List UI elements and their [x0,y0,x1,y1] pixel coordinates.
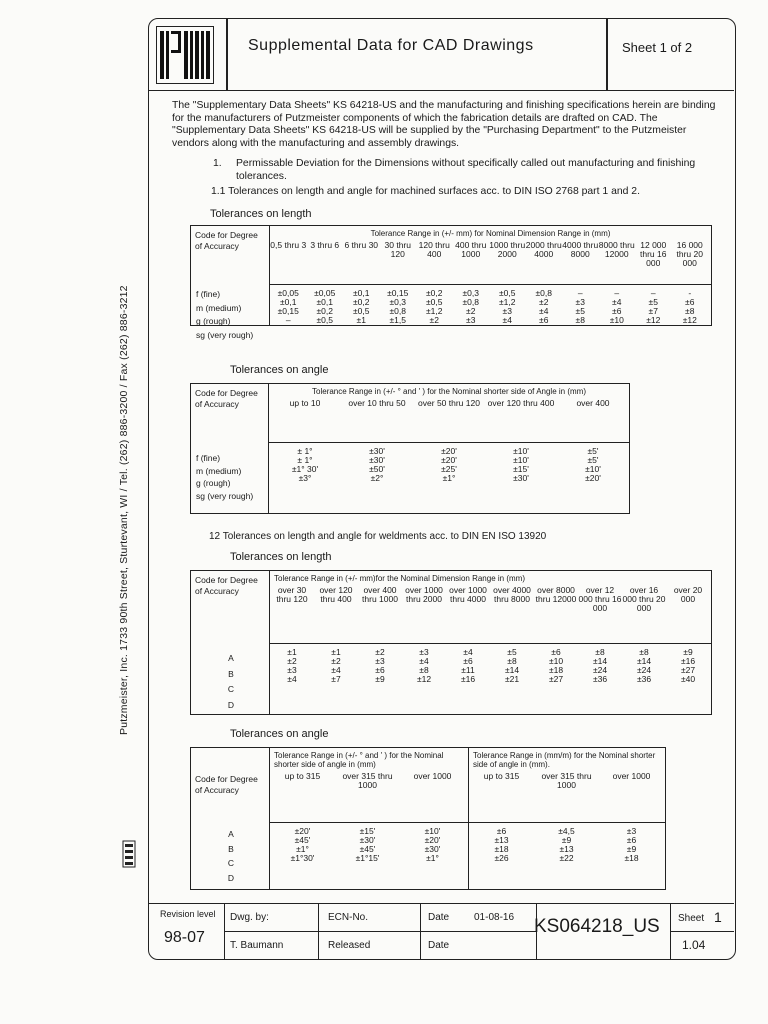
table-cell: ±5' [587,455,599,465]
table-cell: ±9 [626,844,637,854]
table-cell: ±20' [424,835,441,845]
range-header: 400 thru 1000 [455,240,487,259]
table-cell: ±2 [539,297,549,307]
table-cell: ±3 [502,306,512,316]
table-cell: ±6 [463,656,473,666]
value-column [469,823,534,863]
section-heading: Permissable Deviation for the Dimensions without specifically called out manufacturing and finishing tolerances. [236,158,696,182]
code-cell: B [228,668,234,679]
table-cell: – [577,288,583,298]
range-header: over 10 thru 50 [348,398,406,408]
table-cell: ±8 [595,647,605,657]
value-column [358,644,402,684]
table-cell: ±0,1 [353,288,370,298]
subheading: Tolerances on length [230,551,332,563]
table-cell: ±0,05 [314,288,336,298]
range-header: 6 thru 30 [344,240,379,250]
table-cell: ±45' [294,835,311,845]
table-cell: ±6 [539,315,549,325]
code-cell: A [228,653,234,663]
range-header: over 30 thru 120 [276,585,308,604]
table-cell: ±4,5 [558,826,575,836]
sheet-label: Sheet [678,913,705,924]
range-header-row [469,772,665,790]
table-cell: ±9 [561,835,572,845]
range-header: up to 315 [284,771,321,781]
table-cell: ±22 [559,853,574,863]
table-cell: ±0,2 [316,306,333,316]
range-header: over 12 000 thru 16 000 [578,585,622,613]
table-cell: ±1,5 [389,315,406,325]
table-cell: ±0,8 [389,306,406,316]
table-cell: ±3 [466,315,476,325]
table-cell: – [285,315,291,325]
value-column [270,285,307,325]
table-cell: ±36 [636,674,652,684]
range-header: over 315 thru 1000 [541,771,592,790]
section-heading: 12 Tolerances on length and angle for weldments acc. to DIN EN ISO 13920 [209,531,547,542]
table-cell: ±3 [419,647,429,657]
table-cell: ±0,2 [426,288,443,298]
table-cell: ±6 [496,826,507,836]
table-cell: ±0,5 [353,306,370,316]
code-column [196,452,253,503]
table-cell: ±0,1 [316,297,333,307]
range-header: up to 10 [289,398,321,408]
value-column [485,443,557,483]
table-cell: ±2 [429,315,439,325]
range-header: over 120 thru 400 [487,398,555,408]
table-cell: ±3 [287,665,297,675]
table-cell: ±14 [636,656,652,666]
table-cell: ±3° [298,473,312,483]
value-column [489,285,526,325]
table-cell: ±1 [356,315,366,325]
drawn-by-label: Dwg. by: [230,912,269,923]
table-cell: ±45' [359,844,376,854]
range-header: 4000 thru 8000 [562,240,599,259]
table-cell: ±1 [331,647,341,657]
value-column [269,443,341,483]
value-column [557,443,629,483]
table-cell: ±1° [426,853,439,863]
value-column [343,285,380,325]
table-cell: ±0,5 [499,288,516,298]
table-cell: ±6 [685,297,695,307]
table-cell: ±2° [370,473,384,483]
value-column [635,285,672,325]
sheet-number: 1 [714,909,722,925]
range-header: over 16 000 thru 20 000 [622,585,666,613]
range-header: 30 thru 120 [384,240,411,259]
code-header: Code for Degree of Accuracy [191,571,270,715]
range-header: over 315 thru 1000 [342,771,393,790]
table-header: Tolerance Range in (+/- ° and ' ) for the Nominal shorter side of Angle in (mm) [312,387,586,396]
divider [226,18,228,90]
table-cell: ±2 [466,306,476,316]
value-column [402,644,446,684]
table-cell: ±5' [587,446,599,456]
range-header: up to 315 [483,771,520,781]
sheet-indicator: Sheet 1 of 2 [622,40,693,55]
table-cell: - [688,288,692,298]
table-cell: ±30' [369,455,385,465]
table-cell: ±26 [494,853,509,863]
range-header: over 120 thru 400 [319,585,353,604]
table-cell: ±4 [463,647,473,657]
table-cell: ±30' [369,446,385,456]
table-cell: ±8 [507,656,517,666]
table-cell: ±2 [331,656,341,666]
value-column [622,644,666,684]
table-cell: ±3 [575,297,585,307]
value-column [666,644,710,684]
code-cell: A [228,829,234,839]
table-cell: ±4 [419,656,429,666]
table-cell: ±3 [375,656,385,666]
range-header: 8000 thru 12000 [598,240,635,259]
table-cell: ±1,2 [426,306,443,316]
table-cell: ±21 [504,674,520,684]
table-cell: ±24 [636,665,652,675]
table-cell: ±1°15' [355,853,380,863]
value-rows [270,823,468,863]
code-cell: f (fine) [196,289,221,299]
value-rows [469,823,665,863]
divider [606,18,608,90]
table-cell: ±0,3 [389,297,406,307]
range-header-row [270,241,711,268]
range-header: 3 thru 6 [310,240,340,250]
value-column [400,823,465,863]
table-cell: ±30' [359,835,376,845]
code-cell: g (rough) [196,316,231,326]
table-cell: ±25' [441,464,457,474]
table-cell: ±5 [575,306,585,316]
table-cell: ±0,15 [387,288,409,298]
table-cell: ±14 [592,656,608,666]
side-logo-icon [122,840,136,868]
date-label: Date [428,940,450,951]
table-cell: ±11 [461,665,475,675]
section-heading: 1.1 Tolerances on length and angle for machined surfaces acc. to DIN ISO 2768 part 1 and 2. [211,186,640,197]
value-column [526,285,563,325]
code-cell: C [227,684,235,694]
value-rows [269,443,629,483]
value-column [413,443,485,483]
range-header: 16 000 thru 20 000 [676,240,703,268]
table-cell: ±24 [592,665,608,675]
code-cell: D [227,872,235,883]
table-cell: ±1° [442,473,456,483]
table-cell: ±4 [539,306,549,316]
code-cell: m (medium) [196,302,242,313]
value-rows [270,644,711,684]
value-rows [270,285,711,325]
value-column [672,285,709,325]
table-cell: ±8 [685,306,695,316]
range-header-row [270,586,711,613]
table-cell: ±13 [559,844,574,854]
table-cell: ±20' [585,473,601,483]
table-cell: ±40 [680,674,696,684]
table-cell: ±27 [548,674,564,684]
table-cell: ±0,1 [280,297,297,307]
value-column [453,285,490,325]
value-column [446,644,490,684]
table-cell: ±6 [626,835,637,845]
table-cell: ±1°30' [290,853,315,863]
range-header: over 8000 thru 12000 [535,585,577,604]
table-cell: ±14 [504,665,520,675]
intro-paragraph: The "Supplementary Data Sheets" KS 64218-US and the manufacturing and finishing specifications herein are binding for the manufacturers of Putzmeister components of which the fabrication details are drafted on CAD. The "Supplementary Data Sheets" KS 64218-US will be supplied by the "Purchasing Department" to the Putzmeister vendors along with the manufacturing and assembly drawings. [172,100,716,149]
subheading: Tolerances on angle [230,728,329,740]
code-cell: sg (very rough) [196,491,254,502]
company-address: Putzmeister, Inc. 1733 90th Street, Sturtevant, WI / Tel. (262) 886-3200 / Fax (262) 886-3212 [118,285,130,735]
table-cell: ±7 [648,306,658,316]
table-cell: ±8 [639,647,649,657]
table-cell: ±30' [513,473,529,483]
table-cell: ±18 [494,844,509,854]
date-value: 01-08-16 [474,912,515,923]
table-header: Tolerance Range in (+/- ° and ' ) for the Nominal shorter side of angle in (mm) [274,751,444,769]
range-header: 0,5 thru 3 [270,240,307,250]
subheading: Tolerances on length [210,208,312,220]
table-cell: ±16 [680,656,696,666]
table-cell: ±6 [375,665,385,675]
table-cell: ±0,8 [462,297,479,307]
range-header-row [269,399,629,408]
section-number: 1. [213,158,222,169]
table-cell: ±6 [551,647,561,657]
value-column [534,823,599,863]
released-label: Released [328,940,371,951]
range-header: 120 thru 400 [418,240,450,259]
table-cell: ±36 [592,674,608,684]
table-cell: ±9 [375,674,385,684]
table-cell: ±0,05 [277,288,299,298]
range-header: over 1000 thru 2000 [405,585,443,604]
code-cell: B [228,843,234,854]
range-header: 2000 thru 4000 [525,240,562,259]
range-header: over 1000 thru 4000 [449,585,487,604]
table-cell: ±20' [294,826,311,836]
table-cell: ±15' [359,826,376,836]
table-cell: ±1° [296,844,309,854]
value-column [307,285,344,325]
value-column [562,285,599,325]
table-cell: ± 1° [297,446,313,456]
table-cell: ±4 [331,665,341,675]
code-header: Code for Degree of Accuracy [191,748,270,890]
revision-value: 98-07 [164,929,205,946]
code-cell: g (rough) [196,478,231,489]
table-cell: ±10' [513,455,529,465]
table-cell: ±13 [494,835,509,845]
table-cell: ±9 [683,647,693,657]
table-cell: ±5 [507,647,517,657]
range-header: 1000 thru 2000 [489,240,526,259]
table-cell: ±50' [369,464,385,474]
table-cell: ±18 [624,853,639,863]
range-header-row [270,772,468,790]
table-cell: ±30' [424,844,441,854]
table-cell: ±5 [648,297,658,307]
range-header: over 400 thru 1000 [362,585,398,604]
value-column [270,644,314,684]
table-cell: – [614,288,620,298]
code-cell: m (medium) [196,465,242,476]
table-cell: ±2 [375,647,385,657]
table-cell: ±0,5 [426,297,443,307]
table-cell: ±10' [585,464,601,474]
table-header: Tolerance Range in (+/- mm)for the Nominal Dimension Range in (mm) [274,574,525,583]
title-block-header [148,18,734,91]
code-cell: f (fine) [196,453,221,463]
range-header: over 400 [576,398,610,408]
value-column [416,285,453,325]
table-cell: ±10' [513,446,529,456]
table-cell: ±20' [441,446,457,456]
range-header: over 1000 [612,771,651,781]
table-cell: ±0,15 [277,306,299,316]
value-column [490,644,534,684]
ecn-label: ECN-No. [328,912,369,923]
code-column [196,651,266,713]
table-cell: – [650,288,656,298]
table-cell: ±4 [502,315,512,325]
range-header: over 20 000 [673,585,703,604]
date-label: Date [428,912,450,923]
drawn-by-value: T. Baumann [230,940,284,951]
value-column [599,823,664,863]
table-cell: ±1° 30' [291,464,319,474]
value-column [578,644,622,684]
table-cell: ±1,2 [499,297,516,307]
code-header: Code for Degree of Accuracy [191,226,270,326]
document-title: Supplemental Data for CAD Drawings [248,37,534,54]
table-cell: ±12 [646,315,661,325]
subheading: Tolerances on angle [230,364,329,376]
table-cell: ±0,2 [353,297,370,307]
table-cell: ±20' [441,455,457,465]
code-cell: sg (very rough) [196,329,254,340]
value-column [380,285,417,325]
table-cell: ±3 [626,826,637,836]
table-cell: ±0,8 [535,288,552,298]
table-header: Tolerance Range in (+/- mm) for Nominal Dimension Range in (mm) [370,229,611,238]
range-header: 12 000 thru 16 000 [640,240,667,268]
code-column [196,288,253,342]
value-column [534,644,578,684]
table-cell: ±8 [575,315,585,325]
table-cell: ± 1° [297,455,313,465]
table-cell: ±16 [460,674,476,684]
company-logo [156,26,214,84]
table-cell: ±18 [548,665,564,675]
table-cell: ±10 [609,315,624,325]
table-cell: ±2 [287,656,297,666]
code-cell: C [227,858,235,868]
table-cell: ±4 [287,674,297,684]
value-column [335,823,400,863]
code-column [196,827,266,885]
table-header: Tolerance Range in (mm/m) for the Nominal shorter side of angle in (mm). [473,751,656,769]
range-header: over 1000 [413,771,452,781]
table-cell: ±0,3 [462,288,479,298]
table-cell: ±4 [612,297,622,307]
title-block-footer [148,903,734,959]
table-cell: ±0,5 [316,315,333,325]
value-column [341,443,413,483]
range-header: over 4000 thru 8000 [493,585,531,604]
table-angle-machined [190,383,630,514]
document-number: KS064218_US [534,916,660,937]
table-length-machined [190,225,712,326]
table-cell: ±15' [513,464,529,474]
code-header: Code for Degree of Accuracy [191,384,269,514]
table-cell: ±1 [287,647,297,657]
table-cell: ±8 [419,665,429,675]
value-column [599,285,636,325]
code-cell: D [227,699,235,710]
revision-label: Revision level [160,909,216,919]
table-length-weldments [190,570,712,715]
range-header: over 50 thru 120 [418,398,480,408]
version-number: 1.04 [682,938,706,952]
table-cell: ±6 [612,306,622,316]
table-cell: ±12 [682,315,697,325]
value-column [314,644,358,684]
value-column [270,823,335,863]
table-cell: ±10' [424,826,441,836]
table-cell: ±7 [331,674,341,684]
table-cell: ±27 [680,665,696,675]
table-cell: ±12 [416,674,432,684]
table-cell: ±10 [548,656,564,666]
